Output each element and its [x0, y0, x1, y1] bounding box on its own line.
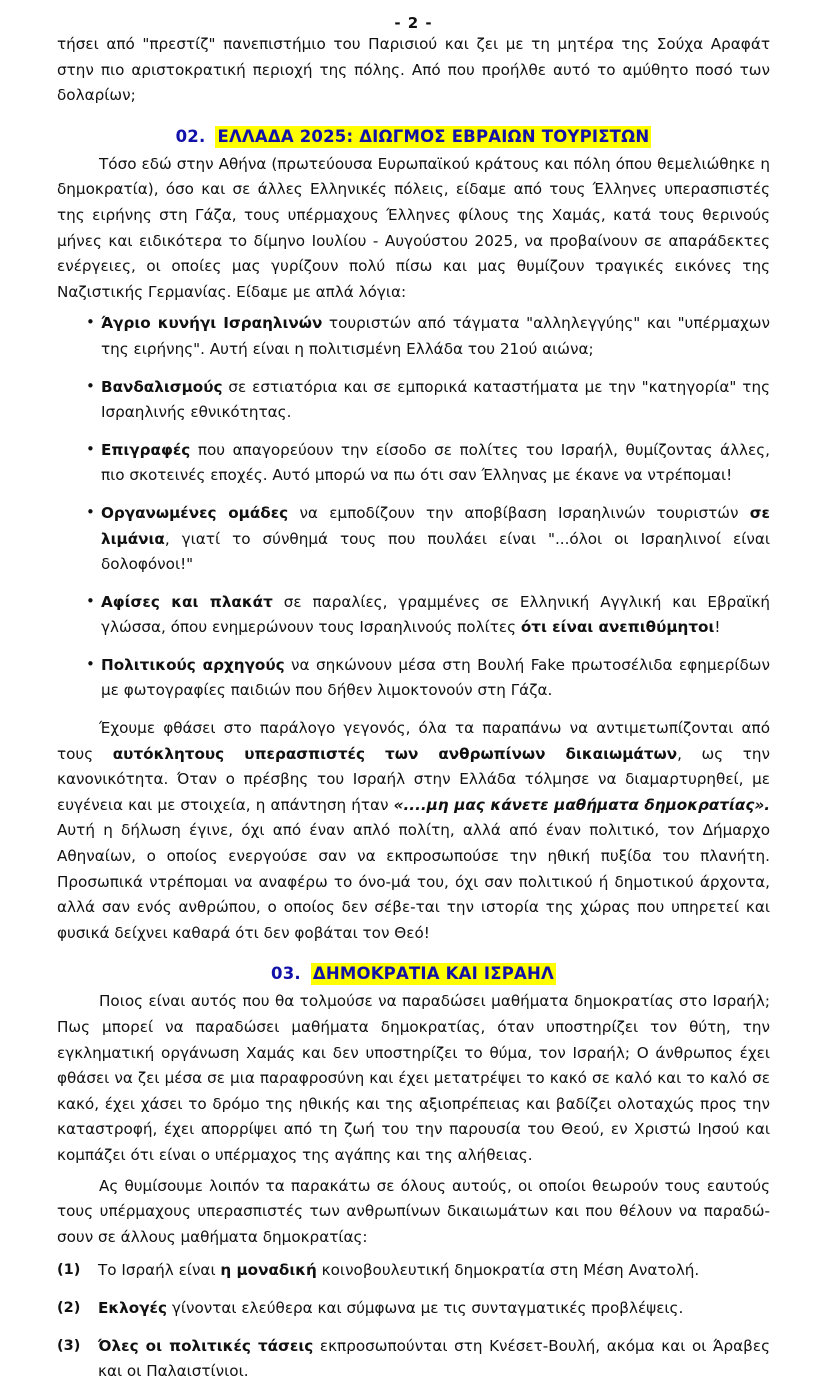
closing-part-1: Έχουμε φθάσει στο παράλογο γεγονός, όλα τα παραπάνω να αντιμετωπίζονται από τους	[57, 719, 770, 763]
bullet-body-text: , γιατί το σύνθημά τους που πουλάει είναι "...όλοι οι Ισραηλινοί είναι δολοφόνοι!"	[101, 529, 770, 574]
bullet-lead-text: Βανδαλισμούς	[101, 377, 223, 396]
closing-part-3: Αυτή η δήλωση έγινε, όχι από έναν απλό πολίτη, αλλά από έναν πολιτικό, τον Δήμαρχο Αθηναίων, ο οποίος ενεργούσε σαν να εκπροσωπούσε την ηθική πυξίδα του πλανήτη. Προσωπικά ντρέπομαι να αναφέρω το όνο-μά του, όχι σαν πολιτικού ή δημοτικού άρχοντα, αλλά σαν ενός ανθρώπου, ο οποίος δεν σέβε-ται την ιστορία της χώρας που υπηρετεί και φυσικά δείχνει καθαρά ότι δεν φοβάται τον Θεό!	[57, 821, 770, 942]
list-item	[57, 375, 770, 426]
bullet-lead-text: Πολιτικούς αρχηγούς	[101, 655, 285, 674]
section-heading-02	[57, 127, 770, 146]
list-item	[57, 1258, 770, 1284]
list-marker: (3)	[57, 1337, 81, 1354]
item-post-text: εκπροσωπούνται στη Κνέσετ-Βουλή, ακόμα και οι Άραβες και οι Παλαιστίνιοι.	[98, 1336, 770, 1381]
item-bold-text: Όλες οι πολιτικές τάσεις	[98, 1336, 314, 1355]
item-post-text: γίνονται ελεύθερα και σύμφωνα με τις συνταγματικές προβλέψεις.	[167, 1298, 684, 1317]
bullet-mid-text: σε παραλίες, γραμμένες σε Ελληνική Αγγλική και Εβραϊκή γλώσσα, όπου ενημερώνουν τους Ισραηλινούς πολίτες	[101, 592, 771, 637]
list-item	[57, 501, 770, 578]
bullet-lead-text: Επιγραφές	[101, 440, 191, 459]
closing-bold-1: αυτόκλητους υπερασπιστές των ανθρωπίνων δικαιωμάτων	[112, 744, 678, 763]
list-marker: (2)	[57, 1299, 81, 1316]
section-03-paragraph-2: Ας θυμίσουμε λοιπόν τα παρακάτω σε όλους αυτούς, οι οποίοι θεωρούν τους εαυτούς τους υπέρμαχους υπερασπιστές των ανθρωπίνων δικαιωμάτων και που θέλουν να παραδώ-σουν σε άλλους μαθήματα δημοκρατίας:	[57, 1176, 770, 1246]
bullet-emphasis-text: σε λιμάνια	[101, 503, 770, 548]
section-02-bullet-list	[57, 311, 770, 704]
bullet-body-text: να σηκώνουν μέσα στη Βουλή Fake πρωτοσέλιδα εφημερίδων με φωτογραφίες παιδιών που δήθεν λιμοκτονούν στη Γάζα.	[101, 655, 771, 700]
bullet-emphasis-text: ότι είναι ανεπιθύμητοι	[520, 618, 715, 637]
list-item	[57, 1334, 770, 1385]
section-03-paragraph-1: Ποιος είναι αυτός που θα τολμούσε να παραδώσει μαθήματα δημοκρατίας στο Ισραήλ; Πως μπορεί να παραδώσει μαθήματα δημοκρατίας, όταν υποστηρίζει τον θύτη, την εγκληματική οργάνωση Χαμάς και δεν υποστηρίζει το θύμα, τον Ισραήλ; Ο άνθρωπος έχει φθάσει να ζει μέσα σε μια παραφροσύνη και έχει μετατρέψει το κακό σε καλό και το καλό σε κακό, έχει χάσει το δρόμο της ηθικής και της αξιοπρέπειας και βαδίζει ολοταχώς προς την καταστροφή, έχει απορρίψει από τη ζωή του την παρουσία του Θεού, εν Χριστώ Ιησού και κομπάζει ότι είναι ο υπέρμαχος της αγάπης και της αλήθειας.	[57, 992, 770, 1164]
bullet-body-text: !	[714, 618, 721, 637]
list-item	[57, 653, 770, 704]
bullet-body-text: σε εστιατόρια και σε εμπορικά καταστήματα με την "κατηγορία" της Ισραηλινής εθνικότητας.	[101, 377, 770, 422]
section-title-02: ΕΛΛΑΔΑ 2025: ΔΙΩΓΜΟΣ ΕΒΡΑΙΩΝ ΤΟΥΡΙΣΤΩΝ	[217, 126, 650, 146]
section-title-03: ΔΗΜΟΚΡΑΤΙΑ ΚΑΙ ΙΣΡΑΗΛ	[312, 964, 554, 984]
bullet-lead-text: Άγριο κυνήγι Ισραηλινών	[101, 314, 323, 333]
list-item	[57, 438, 770, 489]
section-number-02: 02.	[175, 126, 206, 146]
bullet-lead-text: Αφίσες και πλακάτ	[101, 592, 273, 611]
section-02-closing-paragraph	[57, 716, 770, 946]
intro-paragraph: τήσει από "πρεστίζ" πανεπιστήμιο του Παρισιού και ζει με τη μητέρα της Σούχα Αραφάτ στην πιο αριστοκρατική περιοχή της πόλης. Από που προήλθε αυτό το αμύθητο ποσό των δολαρίων;	[57, 35, 770, 105]
closing-quote-bold-italic: «....μη μας κάνετε μαθήματα δημοκρατίας».	[393, 795, 770, 814]
item-post-text: κοινοβουλευτική δημοκρατία στη Μέση Ανατολή.	[316, 1261, 700, 1280]
page-number: - 2 -	[394, 14, 433, 32]
bullet-body-text: τουριστών από τάγματα "αλληλεγγύης" και "υπέρμαχων της ειρήνης". Αυτή είναι η πολιτισμένη Ελλάδα του 21ού αιώνα;	[101, 314, 770, 358]
section-03-numbered-list	[57, 1258, 770, 1384]
page-content	[57, 32, 770, 1385]
item-bold-text: η μοναδική	[220, 1261, 317, 1280]
section-02-intro-paragraph: Τόσο εδώ στην Αθήνα (πρωτεύουσα Ευρωπαϊκού κράτους και πόλη όπου θεμελιώθηκε η δημοκρατία), όσο και σε άλλες Ελληνικές πόλεις, είδαμε από τους Έλληνες υπερασπιστές της ειρήνης στη Γάζα, τους υπέρμαχους Έλληνες φίλους της Χαμάς, κατά τους θερινούς μήνες και ειδικότερα το δίμηνο Ιουλίου - Αυγούστου 2025, να προβαίνουν σε απαράδεκτες ενέργειες, οι οποίες μας γυρίζουν πολύ πίσω και μας θυμίζουν τραγικές εικόνες της Ναζιστικής Γερμανίας. Είδαμε με απλά λόγια:	[57, 154, 770, 301]
item-bold-text: Εκλογές	[98, 1298, 168, 1317]
list-item	[57, 590, 770, 641]
section-heading-03	[57, 964, 770, 983]
bullet-body-text: που απαγορεύουν την είσοδο σε πολίτες του Ισραήλ, θυμίζοντας άλλες, πιο σκοτεινές εποχές. Αυτό μπορώ να πω ότι σαν Έλληνας με έκανε να ντρέπομαι!	[101, 440, 770, 485]
list-marker: (1)	[57, 1262, 81, 1279]
bullet-lead-text: Οργανωμένες ομάδες	[101, 503, 289, 522]
item-pre-text: Το Ισραήλ είναι	[98, 1261, 221, 1280]
section-number-03: 03.	[271, 964, 301, 984]
list-item	[57, 311, 770, 362]
list-item	[57, 1296, 770, 1322]
bullet-mid-text: να εμποδίζουν την αποβίβαση Ισραηλινών τουριστών	[288, 503, 750, 522]
closing-part-2: , ως την κανονικότητα. Όταν ο πρέσβης του Ισραήλ στην Ελλάδα τόλμησε να διαμαρτυρηθεί, με ευγένεια και με στοιχεία, η απάντηση ήταν	[57, 744, 770, 814]
